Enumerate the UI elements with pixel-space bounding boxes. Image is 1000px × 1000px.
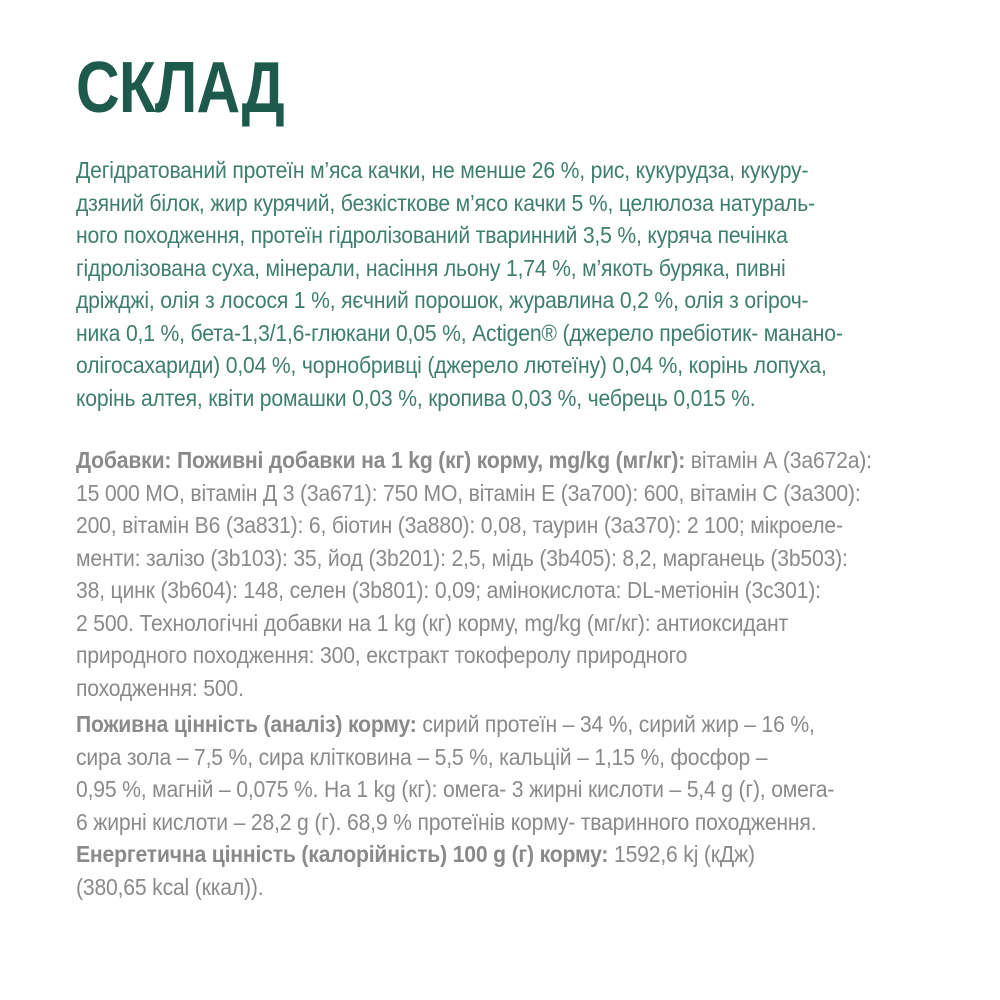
text-line bbox=[76, 317, 872, 350]
text-segment: ника 0,1 %, бета-1,3/1,6-глюкани 0,05 %, Actigen® (джерело пребіотик- манано- bbox=[76, 319, 843, 346]
text-segment: менти: залізо (3b103): 35, йод (3b201): 2,5, мідь (3b405): 8,2, марганець (3b503): bbox=[76, 544, 848, 571]
text-segment-bold: Енергетична цінність (калорійність) 100 g (г) корму: bbox=[76, 841, 609, 867]
text-line bbox=[76, 773, 872, 806]
text-line bbox=[76, 639, 872, 672]
text-line bbox=[76, 607, 872, 640]
text-segment: дріжджі, олія з лосося 1 %, яєчний порошок, журавлина 0,2 %, олія з огіроч- bbox=[76, 287, 809, 313]
text-segment: Дегідратований протеїн м’яса качки, не менше 26 %, рис, кукурудза, кукуру- bbox=[76, 157, 809, 183]
text-segment: природного походження: 300, екстракт токоферолу природного bbox=[76, 642, 688, 668]
text-line bbox=[76, 382, 872, 415]
page-title: СКЛАД bbox=[76, 48, 284, 128]
text-segment: сирий протеїн – 34 %, сирий жир – 16 %, bbox=[416, 711, 815, 737]
text-line bbox=[76, 187, 872, 220]
text-line bbox=[76, 219, 872, 252]
text-segment: дзяний білок, жир курячий, безкісткове м’ясо качки 5 %, целюлоза натураль- bbox=[76, 189, 815, 216]
text-segment: (380,65 kcal (ккал)). bbox=[76, 873, 264, 900]
text-line bbox=[76, 672, 872, 705]
text-line bbox=[76, 806, 872, 839]
text-segment: походження: 500. bbox=[76, 674, 244, 701]
text-line bbox=[76, 509, 872, 542]
text-line bbox=[76, 574, 872, 607]
text-segment: 0,95 %, магній – 0,075 %. На 1 kg (кг): омега- 3 жирні кислоти – 5,4 g (г), омега- bbox=[76, 776, 835, 802]
text-segment: ного походження, протеїн гідролізований тваринний 3,5 %, куряча печінка bbox=[76, 222, 788, 248]
energy-value-paragraph bbox=[76, 838, 872, 903]
text-segment: олігосахариди) 0,04 %, чорнобривці (джерело лютеїну) 0,04 %, корінь лопуха, bbox=[76, 352, 827, 378]
text-segment-bold: Поживна цінність (аналіз) корму: bbox=[76, 711, 417, 737]
text-segment: 6 жирні кислоти – 28,2 g (г). 68,9 % протеїнів корму- тваринного походження. bbox=[76, 808, 817, 835]
text-segment: вітамін А (3a672a): bbox=[685, 447, 872, 473]
text-line bbox=[76, 838, 872, 871]
text-segment: сира зола – 7,5 %, сира клітковина – 5,5 %, кальцій – 1,15 %, фосфор – bbox=[76, 743, 768, 770]
text-line bbox=[76, 741, 872, 774]
text-segment: гідролізована суха, мінерали, насіння льону 1,74 %, м’якоть буряка, пивні bbox=[76, 254, 786, 281]
text-line bbox=[76, 154, 872, 187]
text-segment-bold: Добавки: Поживні добавки на 1 kg (кг) корму, mg/kg (мг/кг): bbox=[76, 447, 686, 473]
text-line bbox=[76, 252, 872, 285]
text-segment: 15 000 МО, вітамін Д 3 (3a671): 750 МО, вітамін Е (3a700): 600, вітамін С (3a300): bbox=[76, 479, 861, 506]
text-segment: 38, цинк (3b604): 148, селен (3b801): 0,09; амінокислота: DL-метіонін (3c301): bbox=[76, 577, 821, 603]
composition-paragraph bbox=[76, 154, 872, 414]
additives-paragraph bbox=[76, 444, 872, 704]
text-segment: корінь алтея, квіти ромашки 0,03 %, кропива 0,03 %, чебрець 0,015 %. bbox=[76, 384, 756, 411]
text-segment: 2 500. Технологічні добавки на 1 kg (кг) корму, mg/kg (мг/кг): антиоксидант bbox=[76, 609, 789, 636]
text-line bbox=[76, 871, 872, 904]
text-segment: 1592,6 kj (кДж) bbox=[608, 841, 755, 867]
text-segment: 200, вітамін В6 (3a831): 6, біотин (3a880): 0,08, таурин (3a370): 2 100; мікроеле- bbox=[76, 512, 843, 538]
text-line bbox=[76, 349, 872, 382]
text-line bbox=[76, 542, 872, 575]
text-line bbox=[76, 477, 872, 510]
text-line bbox=[76, 444, 872, 477]
nutrition-analysis-paragraph bbox=[76, 708, 872, 838]
text-line bbox=[76, 708, 872, 741]
text-line bbox=[76, 284, 872, 317]
